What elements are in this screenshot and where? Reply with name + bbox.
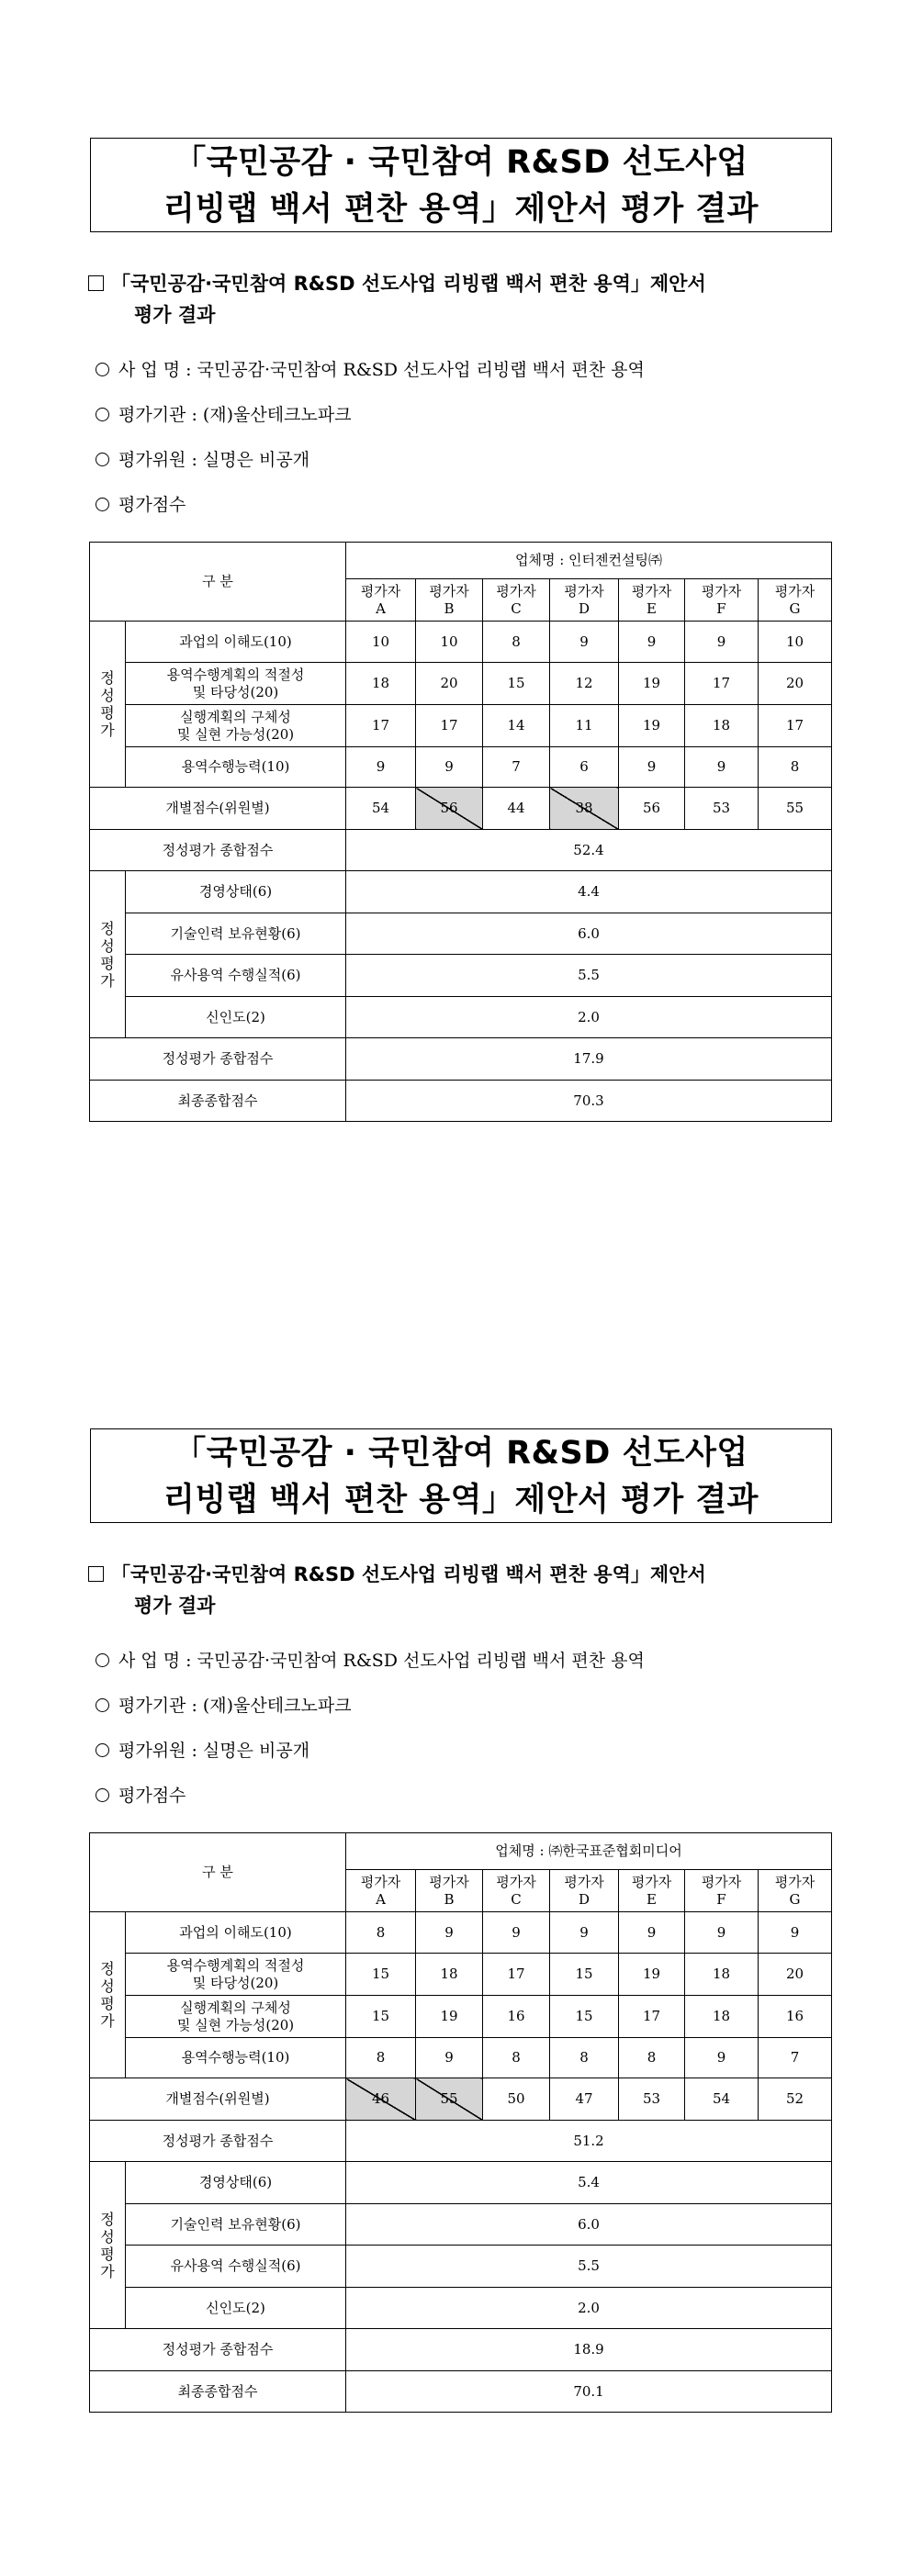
excluded-score-cell: 46	[346, 2078, 416, 2121]
criterion-line-1: 용역수행계획의 적절성	[166, 1956, 305, 1974]
document-title	[90, 138, 832, 232]
score-cell: 8	[483, 2038, 550, 2078]
score-cell: 18	[685, 705, 759, 747]
evaluator-label: 평가자	[631, 1873, 672, 1890]
score-cell: 9	[619, 622, 685, 663]
table-row	[90, 830, 832, 871]
table-row	[90, 1038, 832, 1081]
evaluator-letter: C	[511, 1890, 522, 1908]
table-row	[90, 705, 832, 747]
heading-line-2: 평가 결과	[134, 1595, 216, 1617]
evaluator-letter: G	[789, 599, 801, 617]
vertical-char: 가	[100, 722, 115, 739]
evaluator-label: 평가자	[701, 582, 742, 599]
evaluator-letter: E	[647, 599, 657, 617]
criterion-line-1: 실행계획의 구체성	[180, 708, 291, 725]
quantitative-criterion-label: 기술인력 보유현황(6)	[126, 913, 346, 955]
individual-score-label: 개별점수(위원별)	[90, 788, 346, 830]
score-cell: 17	[483, 1954, 550, 1996]
info-text: 평가점수	[118, 1786, 186, 1806]
quantitative-criterion-label: 경영상태(6)	[126, 2162, 346, 2204]
info-line	[96, 448, 309, 472]
evaluator-label: 평가자	[496, 582, 536, 599]
company-name: 업체명 : ㈜한국표준협회미디어	[346, 1833, 832, 1870]
vertical-char: 평	[100, 2245, 115, 2263]
final-total-label: 최종종합점수	[90, 2371, 346, 2413]
quantitative-criterion-label: 경영상태(6)	[126, 871, 346, 913]
evaluator-letter: D	[578, 599, 590, 617]
table-row	[90, 2204, 832, 2246]
table-row	[90, 2371, 832, 2413]
table-row	[90, 2246, 832, 2288]
heading-text: 「국민공감·국민참여 R&SD 선도사업 리빙랩 백서 편찬 용역」제안서	[111, 273, 706, 295]
evaluator-letter: C	[511, 599, 522, 617]
score-cell: 7	[759, 2038, 832, 2078]
quantitative-score-value: 6.0	[346, 913, 832, 955]
evaluator-label: 평가자	[774, 582, 815, 599]
info-text: 사 업 명 : 국민공감·국민참여 R&SD 선도사업 리빙랩 백서 편찬 용역	[118, 360, 645, 380]
evaluator-label: 평가자	[360, 582, 401, 599]
excluded-score-cell: 56	[416, 788, 483, 830]
info-line	[96, 1694, 352, 1718]
score-cell: 9	[550, 1912, 619, 1954]
individual-score-cell: 54	[685, 2078, 759, 2121]
circle-bullet-icon	[96, 1743, 109, 1757]
info-text: 평가기관 : (재)울산테크노파크	[118, 1696, 352, 1716]
individual-score-label: 개별점수(위원별)	[90, 2078, 346, 2121]
criterion-line-1: 실행계획의 구체성	[180, 1999, 291, 2016]
quantitative-score-value: 4.4	[346, 871, 832, 913]
vertical-char: 정	[100, 2210, 115, 2228]
table-row	[90, 913, 832, 955]
score-cell: 14	[483, 705, 550, 747]
table-row	[90, 543, 832, 579]
quantitative-total-value: 17.9	[346, 1038, 832, 1081]
title-line-1: 「국민공감 · 국민참여 R&SD 선도사업	[174, 144, 748, 181]
heading-line-1	[88, 1559, 841, 1590]
info-line	[96, 1649, 645, 1673]
quantitative-criterion-label: 신인도(2)	[126, 2288, 346, 2329]
criterion-line-2: 및 타당성(20)	[192, 1974, 279, 1991]
criterion-label	[126, 705, 346, 747]
quantitative-group-label	[90, 2162, 126, 2329]
qualitative-total-label: 정성평가 종합점수	[90, 830, 346, 871]
score-table	[89, 1832, 832, 2413]
score-cell: 15	[483, 663, 550, 705]
evaluation-document	[0, 1291, 911, 2576]
table-row	[90, 747, 832, 788]
evaluator-header	[759, 579, 832, 622]
heading-line-2: 평가 결과	[134, 304, 216, 326]
score-cell: 15	[346, 1996, 416, 2038]
score-cell: 11	[550, 705, 619, 747]
evaluator-label: 평가자	[496, 1873, 536, 1890]
evaluator-header	[550, 1870, 619, 1912]
quantitative-score-value: 6.0	[346, 2204, 832, 2246]
evaluator-header	[685, 579, 759, 622]
section-heading	[88, 268, 841, 330]
qualitative-group-label	[90, 1912, 126, 2078]
table-row	[90, 1912, 832, 1954]
score-cell: 9	[346, 747, 416, 788]
quantitative-criterion-label: 유사용역 수행실적(6)	[126, 2246, 346, 2288]
table-row	[90, 2162, 832, 2204]
qualitative-total-label: 정성평가 종합점수	[90, 2121, 346, 2162]
evaluator-header	[416, 579, 483, 622]
vertical-char: 정	[100, 1960, 115, 1977]
quantitative-score-value: 2.0	[346, 997, 832, 1038]
qualitative-group-label	[90, 622, 126, 788]
quantitative-score-value: 2.0	[346, 2288, 832, 2329]
company-name: 업체명 : 인터젠컨설팅㈜	[346, 543, 832, 579]
score-cell: 17	[619, 1996, 685, 2038]
info-line	[96, 1784, 186, 1808]
score-cell: 8	[346, 2038, 416, 2078]
evaluator-letter: E	[647, 1890, 657, 1908]
evaluator-header	[550, 579, 619, 622]
score-cell: 10	[346, 622, 416, 663]
table-row	[90, 1954, 832, 1996]
vertical-char: 가	[100, 2262, 115, 2280]
quantitative-criterion-label: 신인도(2)	[126, 997, 346, 1038]
score-cell: 8	[483, 622, 550, 663]
circle-bullet-icon	[96, 363, 109, 376]
score-cell: 15	[550, 1954, 619, 1996]
heading-text: 「국민공감·국민참여 R&SD 선도사업 리빙랩 백서 편찬 용역」제안서	[111, 1563, 706, 1585]
category-header: 구 분	[90, 1833, 346, 1912]
score-cell: 9	[416, 747, 483, 788]
criterion-label	[126, 663, 346, 705]
quantitative-score-value: 5.4	[346, 2162, 832, 2204]
table-row	[90, 1081, 832, 1122]
table-row	[90, 2288, 832, 2329]
table-row	[90, 871, 832, 913]
quantitative-criterion-label: 유사용역 수행실적(6)	[126, 955, 346, 997]
criterion-label	[126, 1954, 346, 1996]
quantitative-total-label: 정성평가 종합점수	[90, 2329, 346, 2371]
individual-score-cell: 53	[685, 788, 759, 830]
score-cell: 9	[416, 1912, 483, 1954]
score-cell: 18	[685, 1954, 759, 1996]
table-row	[90, 997, 832, 1038]
info-line	[96, 493, 186, 517]
vertical-char: 평	[100, 954, 115, 972]
table-row	[90, 788, 832, 830]
evaluator-header	[483, 1870, 550, 1912]
score-cell: 9	[685, 2038, 759, 2078]
score-cell: 10	[416, 622, 483, 663]
score-cell: 20	[416, 663, 483, 705]
title-line-2: 리빙랩 백서 편찬 용역」제안서 평가 결과	[163, 191, 759, 228]
score-cell: 9	[685, 1912, 759, 1954]
vertical-char: 평	[100, 704, 115, 722]
table-row	[90, 1833, 832, 1870]
table-row	[90, 2038, 832, 2078]
individual-score-cell: 47	[550, 2078, 619, 2121]
final-total-value: 70.3	[346, 1081, 832, 1122]
evaluator-letter: B	[444, 1890, 455, 1908]
score-cell: 9	[483, 1912, 550, 1954]
table-row	[90, 2078, 832, 2121]
qualitative-total-value: 52.4	[346, 830, 832, 871]
info-text: 평가점수	[118, 495, 186, 515]
info-text: 평가위원 : 실명은 비공개	[118, 1741, 310, 1761]
vertical-char: 가	[100, 971, 115, 990]
evaluation-document	[0, 0, 911, 1285]
evaluator-label: 평가자	[701, 1873, 742, 1890]
score-cell: 19	[619, 1954, 685, 1996]
individual-score-cell: 50	[483, 2078, 550, 2121]
score-cell: 8	[759, 747, 832, 788]
document-title	[90, 1428, 832, 1523]
evaluator-label: 평가자	[429, 582, 469, 599]
square-bullet-icon	[88, 275, 104, 291]
vertical-char: 정	[100, 669, 115, 687]
info-line	[96, 1739, 309, 1763]
evaluator-letter: F	[716, 599, 726, 617]
title-line-2: 리빙랩 백서 편찬 용역」제안서 평가 결과	[163, 1482, 759, 1518]
info-text: 사 업 명 : 국민공감·국민참여 R&SD 선도사업 리빙랩 백서 편찬 용역	[118, 1651, 645, 1671]
circle-bullet-icon	[96, 1653, 109, 1667]
quantitative-score-value: 5.5	[346, 955, 832, 997]
criterion-label	[126, 1996, 346, 2038]
quantitative-total-label: 정성평가 종합점수	[90, 1038, 346, 1081]
score-cell: 20	[759, 663, 832, 705]
evaluator-letter: D	[578, 1890, 590, 1908]
evaluator-label: 평가자	[564, 582, 604, 599]
evaluator-header	[483, 579, 550, 622]
evaluator-header	[416, 1870, 483, 1912]
score-cell: 20	[759, 1954, 832, 1996]
vertical-char: 성	[100, 936, 115, 955]
info-line	[96, 358, 645, 382]
criterion-label: 과업의 이해도(10)	[126, 1912, 346, 1954]
score-cell: 17	[346, 705, 416, 747]
score-cell: 18	[416, 1954, 483, 1996]
score-cell: 9	[619, 747, 685, 788]
final-total-value: 70.1	[346, 2371, 832, 2413]
evaluator-letter: G	[789, 1890, 801, 1908]
table-row	[90, 2329, 832, 2371]
circle-bullet-icon	[96, 498, 109, 511]
evaluator-letter: B	[444, 599, 455, 617]
evaluator-header	[346, 1870, 416, 1912]
individual-score-cell: 44	[483, 788, 550, 830]
table-row	[90, 1996, 832, 2038]
score-cell: 15	[550, 1996, 619, 2038]
score-cell: 9	[685, 622, 759, 663]
evaluator-header	[619, 1870, 685, 1912]
evaluator-label: 평가자	[774, 1873, 815, 1890]
criterion-label: 용역수행능력(10)	[126, 2038, 346, 2078]
evaluator-header	[759, 1870, 832, 1912]
score-cell: 19	[619, 705, 685, 747]
info-line	[96, 403, 352, 427]
info-text: 평가위원 : 실명은 비공개	[118, 450, 310, 470]
score-cell: 8	[619, 2038, 685, 2078]
table-row	[90, 2121, 832, 2162]
criterion-label: 용역수행능력(10)	[126, 747, 346, 788]
circle-bullet-icon	[96, 1788, 109, 1802]
evaluator-label: 평가자	[631, 582, 672, 599]
evaluator-letter: A	[376, 599, 386, 617]
quantitative-criterion-label: 기술인력 보유현황(6)	[126, 2204, 346, 2246]
score-cell: 9	[619, 1912, 685, 1954]
score-cell: 15	[346, 1954, 416, 1996]
individual-score-cell: 54	[346, 788, 416, 830]
evaluator-label: 평가자	[564, 1873, 604, 1890]
vertical-char: 평	[100, 1995, 115, 2012]
vertical-char: 성	[100, 2227, 115, 2246]
section-heading	[88, 1559, 841, 1621]
score-cell: 6	[550, 747, 619, 788]
evaluator-header	[619, 579, 685, 622]
individual-score-cell: 55	[759, 788, 832, 830]
heading-line-1	[88, 268, 841, 299]
score-cell: 16	[483, 1996, 550, 2038]
score-cell: 17	[685, 663, 759, 705]
circle-bullet-icon	[96, 1698, 109, 1712]
individual-score-cell: 53	[619, 2078, 685, 2121]
evaluator-label: 평가자	[429, 1873, 469, 1890]
evaluator-header	[685, 1870, 759, 1912]
criterion-line-2: 및 실현 가능성(20)	[176, 2016, 295, 2033]
vertical-char: 성	[100, 1977, 115, 1995]
criterion-label: 과업의 이해도(10)	[126, 622, 346, 663]
score-cell: 12	[550, 663, 619, 705]
info-text: 평가기관 : (재)울산테크노파크	[118, 405, 352, 425]
individual-score-cell: 52	[759, 2078, 832, 2121]
final-total-label: 최종종합점수	[90, 1081, 346, 1122]
evaluator-letter: A	[376, 1890, 386, 1908]
quantitative-group-label	[90, 871, 126, 1038]
table-row	[90, 622, 832, 663]
vertical-char: 정	[100, 919, 115, 937]
score-table	[89, 542, 832, 1122]
excluded-score-cell: 55	[416, 2078, 483, 2121]
score-cell: 8	[346, 1912, 416, 1954]
score-cell: 7	[483, 747, 550, 788]
score-cell: 18	[685, 1996, 759, 2038]
score-cell: 19	[619, 663, 685, 705]
score-cell: 8	[550, 2038, 619, 2078]
score-cell: 18	[346, 663, 416, 705]
score-cell: 19	[416, 1996, 483, 2038]
quantitative-score-value: 5.5	[346, 2246, 832, 2288]
score-cell: 9	[550, 622, 619, 663]
score-cell: 9	[685, 747, 759, 788]
score-cell: 17	[759, 705, 832, 747]
criterion-line-1: 용역수행계획의 적절성	[166, 666, 305, 683]
criterion-line-2: 및 타당성(20)	[192, 683, 279, 700]
criterion-line-2: 및 실현 가능성(20)	[176, 725, 295, 743]
individual-score-cell: 56	[619, 788, 685, 830]
excluded-score-cell: 38	[550, 788, 619, 830]
score-cell: 17	[416, 705, 483, 747]
score-cell: 9	[416, 2038, 483, 2078]
quantitative-total-value: 18.9	[346, 2329, 832, 2371]
evaluator-header	[346, 579, 416, 622]
score-cell: 10	[759, 622, 832, 663]
table-row	[90, 955, 832, 997]
category-header: 구 분	[90, 543, 346, 622]
title-line-1: 「국민공감 · 국민참여 R&SD 선도사업	[174, 1435, 748, 1472]
circle-bullet-icon	[96, 453, 109, 466]
score-cell: 16	[759, 1996, 832, 2038]
square-bullet-icon	[88, 1566, 104, 1582]
qualitative-total-value: 51.2	[346, 2121, 832, 2162]
score-cell: 9	[759, 1912, 832, 1954]
evaluator-label: 평가자	[360, 1873, 401, 1890]
vertical-char: 가	[100, 2012, 115, 2030]
table-row	[90, 663, 832, 705]
vertical-char: 성	[100, 687, 115, 704]
evaluator-letter: F	[716, 1890, 726, 1908]
circle-bullet-icon	[96, 408, 109, 421]
